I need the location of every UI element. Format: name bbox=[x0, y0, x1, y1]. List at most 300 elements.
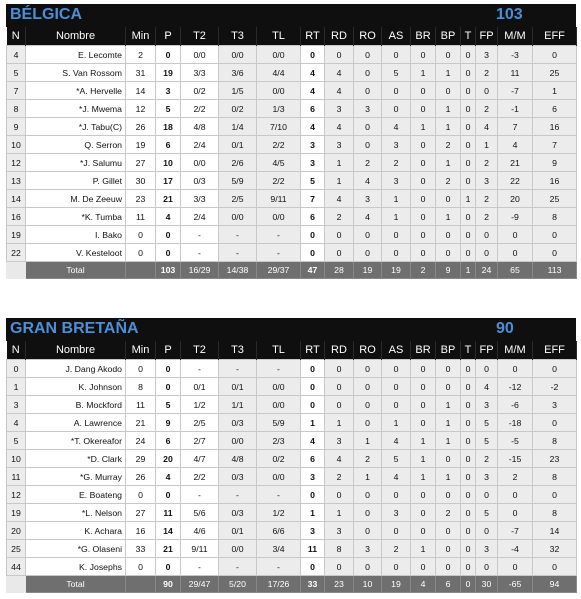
cell-as: 0 bbox=[382, 226, 411, 244]
cell-t: 0 bbox=[461, 486, 476, 504]
cell-nombre: V. Kesteloot bbox=[26, 244, 126, 262]
team-name: GRAN BRETAÑA bbox=[10, 320, 139, 337]
column-header-t3: T3 bbox=[219, 341, 257, 360]
cell-min: 27 bbox=[126, 504, 156, 522]
cell-eff: 0 bbox=[533, 486, 577, 504]
column-header-br: BR bbox=[411, 341, 436, 360]
cell-ro: 0 bbox=[354, 82, 382, 100]
cell-rd: 0 bbox=[325, 360, 354, 378]
cell-rd: 2 bbox=[325, 208, 354, 226]
cell-fp: 3 bbox=[476, 46, 498, 64]
cell-fp: 0 bbox=[476, 522, 498, 540]
cell-mm: -3 bbox=[498, 46, 533, 64]
cell-br: 0 bbox=[411, 190, 436, 208]
cell-p: 6 bbox=[156, 432, 181, 450]
cell-rt: 3 bbox=[301, 468, 325, 486]
cell-fp: 0 bbox=[476, 82, 498, 100]
total-nombre: Total bbox=[26, 576, 126, 593]
cell-br: 1 bbox=[411, 468, 436, 486]
cell-t3: 1/5 bbox=[219, 82, 257, 100]
total-br: 4 bbox=[411, 576, 436, 593]
cell-min: 0 bbox=[126, 244, 156, 262]
cell-ro: 0 bbox=[354, 360, 382, 378]
player-rows bbox=[7, 46, 577, 279]
cell-rt: 0 bbox=[301, 378, 325, 396]
team-score: 103 bbox=[496, 6, 523, 23]
cell-t: 0 bbox=[461, 46, 476, 64]
total-bp: 6 bbox=[436, 576, 461, 593]
cell-mm: -6 bbox=[498, 396, 533, 414]
cell-mm: 22 bbox=[498, 172, 533, 190]
team-name: BÉLGICA bbox=[10, 6, 82, 23]
player-row bbox=[7, 396, 577, 414]
total-rt: 33 bbox=[301, 576, 325, 593]
cell-ro: 0 bbox=[354, 46, 382, 64]
column-header-bp: BP bbox=[436, 27, 461, 46]
cell-t: 0 bbox=[461, 82, 476, 100]
cell-bp: 0 bbox=[436, 82, 461, 100]
total-br: 2 bbox=[411, 262, 436, 279]
cell-as: 0 bbox=[382, 522, 411, 540]
column-header-as: AS bbox=[382, 27, 411, 46]
cell-br: 0 bbox=[411, 82, 436, 100]
column-header-as: AS bbox=[382, 341, 411, 360]
cell-rd: 4 bbox=[325, 64, 354, 82]
cell-rt: 0 bbox=[301, 558, 325, 576]
total-row bbox=[7, 576, 577, 593]
cell-rt: 0 bbox=[301, 244, 325, 262]
cell-bp: 1 bbox=[436, 64, 461, 82]
cell-rd: 0 bbox=[325, 486, 354, 504]
cell-br: 0 bbox=[411, 226, 436, 244]
column-header-min: Min bbox=[126, 341, 156, 360]
total-tl: 17/26 bbox=[257, 576, 301, 593]
player-row bbox=[7, 378, 577, 396]
cell-br: 1 bbox=[411, 64, 436, 82]
cell-rd: 0 bbox=[325, 46, 354, 64]
cell-t3: - bbox=[219, 226, 257, 244]
cell-n: 9 bbox=[7, 118, 26, 136]
cell-p: 18 bbox=[156, 118, 181, 136]
cell-t3: 0/2 bbox=[219, 100, 257, 118]
cell-ro: 2 bbox=[354, 450, 382, 468]
cell-t3: - bbox=[219, 360, 257, 378]
player-row bbox=[7, 190, 577, 208]
column-header-bp: BP bbox=[436, 341, 461, 360]
cell-p: 9 bbox=[156, 414, 181, 432]
cell-p: 0 bbox=[156, 378, 181, 396]
cell-tl: - bbox=[257, 558, 301, 576]
cell-bp: 1 bbox=[436, 414, 461, 432]
total-fp: 24 bbox=[476, 262, 498, 279]
cell-t3: 2/5 bbox=[219, 190, 257, 208]
cell-br: 0 bbox=[411, 360, 436, 378]
player-row bbox=[7, 208, 577, 226]
column-header-t2: T2 bbox=[181, 27, 219, 46]
cell-t2: 3/3 bbox=[181, 64, 219, 82]
cell-tl: 5/9 bbox=[257, 414, 301, 432]
cell-t3: 0/1 bbox=[219, 522, 257, 540]
total-rt: 47 bbox=[301, 262, 325, 279]
cell-ro: 4 bbox=[354, 172, 382, 190]
cell-t: 0 bbox=[461, 154, 476, 172]
cell-n: 4 bbox=[7, 414, 26, 432]
total-eff: 113 bbox=[533, 262, 577, 279]
cell-tl: 9/11 bbox=[257, 190, 301, 208]
cell-tl: - bbox=[257, 244, 301, 262]
total-n bbox=[7, 576, 26, 593]
cell-fp: 4 bbox=[476, 118, 498, 136]
cell-p: 5 bbox=[156, 100, 181, 118]
cell-rd: 2 bbox=[325, 468, 354, 486]
cell-n: 44 bbox=[7, 558, 26, 576]
cell-mm: 21 bbox=[498, 154, 533, 172]
cell-tl: 0/0 bbox=[257, 208, 301, 226]
cell-rd: 0 bbox=[325, 378, 354, 396]
cell-n: 22 bbox=[7, 244, 26, 262]
column-header-n: N bbox=[7, 27, 26, 46]
total-t2: 16/29 bbox=[181, 262, 219, 279]
cell-ro: 0 bbox=[354, 64, 382, 82]
cell-tl: 4/5 bbox=[257, 154, 301, 172]
cell-rd: 4 bbox=[325, 82, 354, 100]
cell-eff: 3 bbox=[533, 396, 577, 414]
cell-fp: 0 bbox=[476, 486, 498, 504]
cell-min: 29 bbox=[126, 450, 156, 468]
cell-as: 0 bbox=[382, 244, 411, 262]
cell-min: 14 bbox=[126, 82, 156, 100]
cell-br: 0 bbox=[411, 414, 436, 432]
total-row bbox=[7, 262, 577, 279]
cell-min: 16 bbox=[126, 522, 156, 540]
cell-p: 0 bbox=[156, 46, 181, 64]
player-row bbox=[7, 360, 577, 378]
cell-t: 0 bbox=[461, 118, 476, 136]
cell-br: 0 bbox=[411, 378, 436, 396]
cell-ro: 0 bbox=[354, 486, 382, 504]
cell-ro: 2 bbox=[354, 154, 382, 172]
cell-rd: 4 bbox=[325, 450, 354, 468]
player-row bbox=[7, 450, 577, 468]
cell-br: 1 bbox=[411, 432, 436, 450]
cell-nombre: J. Dang Akodo bbox=[26, 360, 126, 378]
player-row bbox=[7, 46, 577, 64]
total-p: 90 bbox=[156, 576, 181, 593]
cell-t2: 2/5 bbox=[181, 414, 219, 432]
cell-t: 0 bbox=[461, 504, 476, 522]
cell-min: 19 bbox=[126, 136, 156, 154]
player-row bbox=[7, 522, 577, 540]
cell-nombre: I. Bako bbox=[26, 226, 126, 244]
stats-table bbox=[6, 27, 577, 279]
cell-br: 0 bbox=[411, 46, 436, 64]
cell-n: 19 bbox=[7, 226, 26, 244]
cell-fp: 5 bbox=[476, 432, 498, 450]
cell-rd: 8 bbox=[325, 540, 354, 558]
cell-ro: 0 bbox=[354, 396, 382, 414]
cell-mm: 0 bbox=[498, 360, 533, 378]
cell-n: 12 bbox=[7, 154, 26, 172]
cell-bp: 0 bbox=[436, 244, 461, 262]
cell-mm: -9 bbox=[498, 208, 533, 226]
cell-eff: 8 bbox=[533, 504, 577, 522]
column-header-rt: RT bbox=[301, 341, 325, 360]
column-header-tl: TL bbox=[257, 341, 301, 360]
cell-as: 1 bbox=[382, 208, 411, 226]
cell-p: 5 bbox=[156, 396, 181, 414]
cell-mm: -7 bbox=[498, 82, 533, 100]
cell-br: 0 bbox=[411, 172, 436, 190]
cell-tl: 0/0 bbox=[257, 378, 301, 396]
column-header-nombre: Nombre bbox=[26, 27, 126, 46]
cell-fp: 5 bbox=[476, 504, 498, 522]
total-ro: 10 bbox=[354, 576, 382, 593]
cell-mm: 11 bbox=[498, 64, 533, 82]
cell-t2: 0/1 bbox=[181, 378, 219, 396]
cell-bp: 1 bbox=[436, 208, 461, 226]
cell-bp: 1 bbox=[436, 154, 461, 172]
cell-t2: - bbox=[181, 558, 219, 576]
cell-rd: 0 bbox=[325, 558, 354, 576]
cell-mm: 0 bbox=[498, 504, 533, 522]
cell-nombre: B. Mockford bbox=[26, 396, 126, 414]
column-header-t2: T2 bbox=[181, 341, 219, 360]
cell-t3: 0/0 bbox=[219, 46, 257, 64]
cell-rt: 6 bbox=[301, 450, 325, 468]
cell-as: 5 bbox=[382, 450, 411, 468]
cell-t: 0 bbox=[461, 558, 476, 576]
cell-t3: 0/1 bbox=[219, 378, 257, 396]
cell-t3: 5/9 bbox=[219, 172, 257, 190]
cell-t2: 4/7 bbox=[181, 450, 219, 468]
column-header-tl: TL bbox=[257, 27, 301, 46]
cell-min: 26 bbox=[126, 468, 156, 486]
cell-n: 16 bbox=[7, 208, 26, 226]
cell-eff: 0 bbox=[533, 226, 577, 244]
column-header-eff: EFF bbox=[533, 341, 577, 360]
cell-bp: 0 bbox=[436, 378, 461, 396]
cell-eff: 8 bbox=[533, 208, 577, 226]
column-header-p: P bbox=[156, 341, 181, 360]
cell-tl: 2/2 bbox=[257, 136, 301, 154]
cell-ro: 3 bbox=[354, 540, 382, 558]
cell-nombre: M. De Zeeuw bbox=[26, 190, 126, 208]
cell-min: 24 bbox=[126, 432, 156, 450]
cell-eff: 16 bbox=[533, 118, 577, 136]
cell-t2: - bbox=[181, 486, 219, 504]
cell-n: 13 bbox=[7, 172, 26, 190]
cell-rd: 1 bbox=[325, 414, 354, 432]
column-header-ro: RO bbox=[354, 341, 382, 360]
cell-fp: 0 bbox=[476, 558, 498, 576]
cell-br: 0 bbox=[411, 486, 436, 504]
player-row bbox=[7, 468, 577, 486]
cell-t2: 4/8 bbox=[181, 118, 219, 136]
column-header-min: Min bbox=[126, 27, 156, 46]
cell-rd: 3 bbox=[325, 522, 354, 540]
column-header-p: P bbox=[156, 27, 181, 46]
cell-t2: 0/3 bbox=[181, 172, 219, 190]
cell-br: 0 bbox=[411, 396, 436, 414]
cell-tl: 4/4 bbox=[257, 64, 301, 82]
cell-rt: 0 bbox=[301, 46, 325, 64]
cell-mm: 20 bbox=[498, 190, 533, 208]
cell-mm: 0 bbox=[498, 558, 533, 576]
cell-tl: 1/2 bbox=[257, 504, 301, 522]
cell-n: 19 bbox=[7, 504, 26, 522]
cell-n: 10 bbox=[7, 136, 26, 154]
cell-t3: 3/6 bbox=[219, 64, 257, 82]
cell-tl: 3/4 bbox=[257, 540, 301, 558]
cell-mm: -1 bbox=[498, 100, 533, 118]
cell-rt: 4 bbox=[301, 82, 325, 100]
cell-eff: 0 bbox=[533, 558, 577, 576]
cell-bp: 0 bbox=[436, 226, 461, 244]
cell-t: 0 bbox=[461, 226, 476, 244]
cell-p: 0 bbox=[156, 360, 181, 378]
cell-t2: 1/2 bbox=[181, 396, 219, 414]
cell-rt: 6 bbox=[301, 100, 325, 118]
cell-eff: 9 bbox=[533, 154, 577, 172]
cell-min: 11 bbox=[126, 208, 156, 226]
cell-mm: 7 bbox=[498, 118, 533, 136]
cell-eff: 8 bbox=[533, 432, 577, 450]
cell-p: 11 bbox=[156, 504, 181, 522]
cell-tl: - bbox=[257, 486, 301, 504]
cell-p: 4 bbox=[156, 468, 181, 486]
cell-bp: 1 bbox=[436, 468, 461, 486]
cell-tl: 2/3 bbox=[257, 432, 301, 450]
cell-rt: 6 bbox=[301, 208, 325, 226]
stats-table bbox=[6, 341, 577, 593]
cell-t3: - bbox=[219, 244, 257, 262]
cell-t: 0 bbox=[461, 468, 476, 486]
cell-as: 4 bbox=[382, 118, 411, 136]
cell-tl: 1/3 bbox=[257, 100, 301, 118]
column-header-mm: M/M bbox=[498, 341, 533, 360]
total-mm: -65 bbox=[498, 576, 533, 593]
cell-mm: -15 bbox=[498, 450, 533, 468]
cell-mm: 0 bbox=[498, 226, 533, 244]
cell-p: 0 bbox=[156, 226, 181, 244]
total-t3: 5/20 bbox=[219, 576, 257, 593]
cell-t3: 0/0 bbox=[219, 540, 257, 558]
cell-ro: 3 bbox=[354, 190, 382, 208]
cell-nombre: K. Johnson bbox=[26, 378, 126, 396]
cell-t3: 0/0 bbox=[219, 432, 257, 450]
cell-t: 0 bbox=[461, 136, 476, 154]
column-header-ro: RO bbox=[354, 27, 382, 46]
column-header-t3: T3 bbox=[219, 27, 257, 46]
cell-t2: - bbox=[181, 226, 219, 244]
cell-t: 0 bbox=[461, 208, 476, 226]
cell-tl: 0/0 bbox=[257, 396, 301, 414]
cell-eff: 7 bbox=[533, 136, 577, 154]
cell-n: 5 bbox=[7, 432, 26, 450]
cell-t3: 4/8 bbox=[219, 450, 257, 468]
cell-eff: 8 bbox=[533, 468, 577, 486]
cell-fp: 5 bbox=[476, 414, 498, 432]
cell-rd: 4 bbox=[325, 118, 354, 136]
cell-n: 20 bbox=[7, 522, 26, 540]
cell-mm: -12 bbox=[498, 378, 533, 396]
cell-rt: 4 bbox=[301, 432, 325, 450]
column-headers bbox=[7, 27, 577, 46]
cell-as: 5 bbox=[382, 64, 411, 82]
column-header-rt: RT bbox=[301, 27, 325, 46]
cell-fp: 4 bbox=[476, 378, 498, 396]
total-tl: 29/37 bbox=[257, 262, 301, 279]
cell-min: 0 bbox=[126, 558, 156, 576]
cell-br: 1 bbox=[411, 450, 436, 468]
cell-t2: - bbox=[181, 360, 219, 378]
cell-bp: 2 bbox=[436, 504, 461, 522]
cell-min: 23 bbox=[126, 190, 156, 208]
cell-p: 0 bbox=[156, 244, 181, 262]
column-header-fp: FP bbox=[476, 341, 498, 360]
cell-as: 1 bbox=[382, 190, 411, 208]
cell-eff: 16 bbox=[533, 172, 577, 190]
cell-min: 30 bbox=[126, 172, 156, 190]
column-header-mm: M/M bbox=[498, 27, 533, 46]
cell-fp: 0 bbox=[476, 226, 498, 244]
cell-as: 0 bbox=[382, 46, 411, 64]
cell-rd: 0 bbox=[325, 226, 354, 244]
cell-t3: 0/0 bbox=[219, 208, 257, 226]
cell-ro: 0 bbox=[354, 504, 382, 522]
cell-as: 3 bbox=[382, 504, 411, 522]
cell-eff: 1 bbox=[533, 82, 577, 100]
total-t: 0 bbox=[461, 576, 476, 593]
cell-p: 14 bbox=[156, 522, 181, 540]
cell-nombre: E. Lecomte bbox=[26, 46, 126, 64]
column-header-eff: EFF bbox=[533, 27, 577, 46]
cell-tl: 2/2 bbox=[257, 172, 301, 190]
cell-eff: 0 bbox=[533, 360, 577, 378]
cell-bp: 0 bbox=[436, 360, 461, 378]
cell-fp: 3 bbox=[476, 468, 498, 486]
cell-t2: 2/2 bbox=[181, 100, 219, 118]
cell-p: 21 bbox=[156, 190, 181, 208]
cell-t3: 0/3 bbox=[219, 468, 257, 486]
cell-tl: 6/6 bbox=[257, 522, 301, 540]
cell-min: 11 bbox=[126, 396, 156, 414]
cell-ro: 1 bbox=[354, 468, 382, 486]
cell-br: 0 bbox=[411, 504, 436, 522]
cell-rd: 0 bbox=[325, 396, 354, 414]
total-p: 103 bbox=[156, 262, 181, 279]
cell-rt: 0 bbox=[301, 360, 325, 378]
cell-t: 0 bbox=[461, 100, 476, 118]
team-header bbox=[6, 4, 576, 27]
player-row bbox=[7, 64, 577, 82]
cell-t3: 1/4 bbox=[219, 118, 257, 136]
cell-mm: 0 bbox=[498, 244, 533, 262]
cell-bp: 0 bbox=[436, 522, 461, 540]
cell-min: 12 bbox=[126, 100, 156, 118]
player-row bbox=[7, 118, 577, 136]
cell-ro: 0 bbox=[354, 136, 382, 154]
cell-as: 2 bbox=[382, 154, 411, 172]
cell-rt: 1 bbox=[301, 414, 325, 432]
column-header-t: T bbox=[461, 27, 476, 46]
cell-tl: 0/0 bbox=[257, 46, 301, 64]
cell-n: 12 bbox=[7, 486, 26, 504]
player-row bbox=[7, 432, 577, 450]
cell-min: 0 bbox=[126, 360, 156, 378]
cell-as: 0 bbox=[382, 558, 411, 576]
cell-tl: 0/2 bbox=[257, 450, 301, 468]
